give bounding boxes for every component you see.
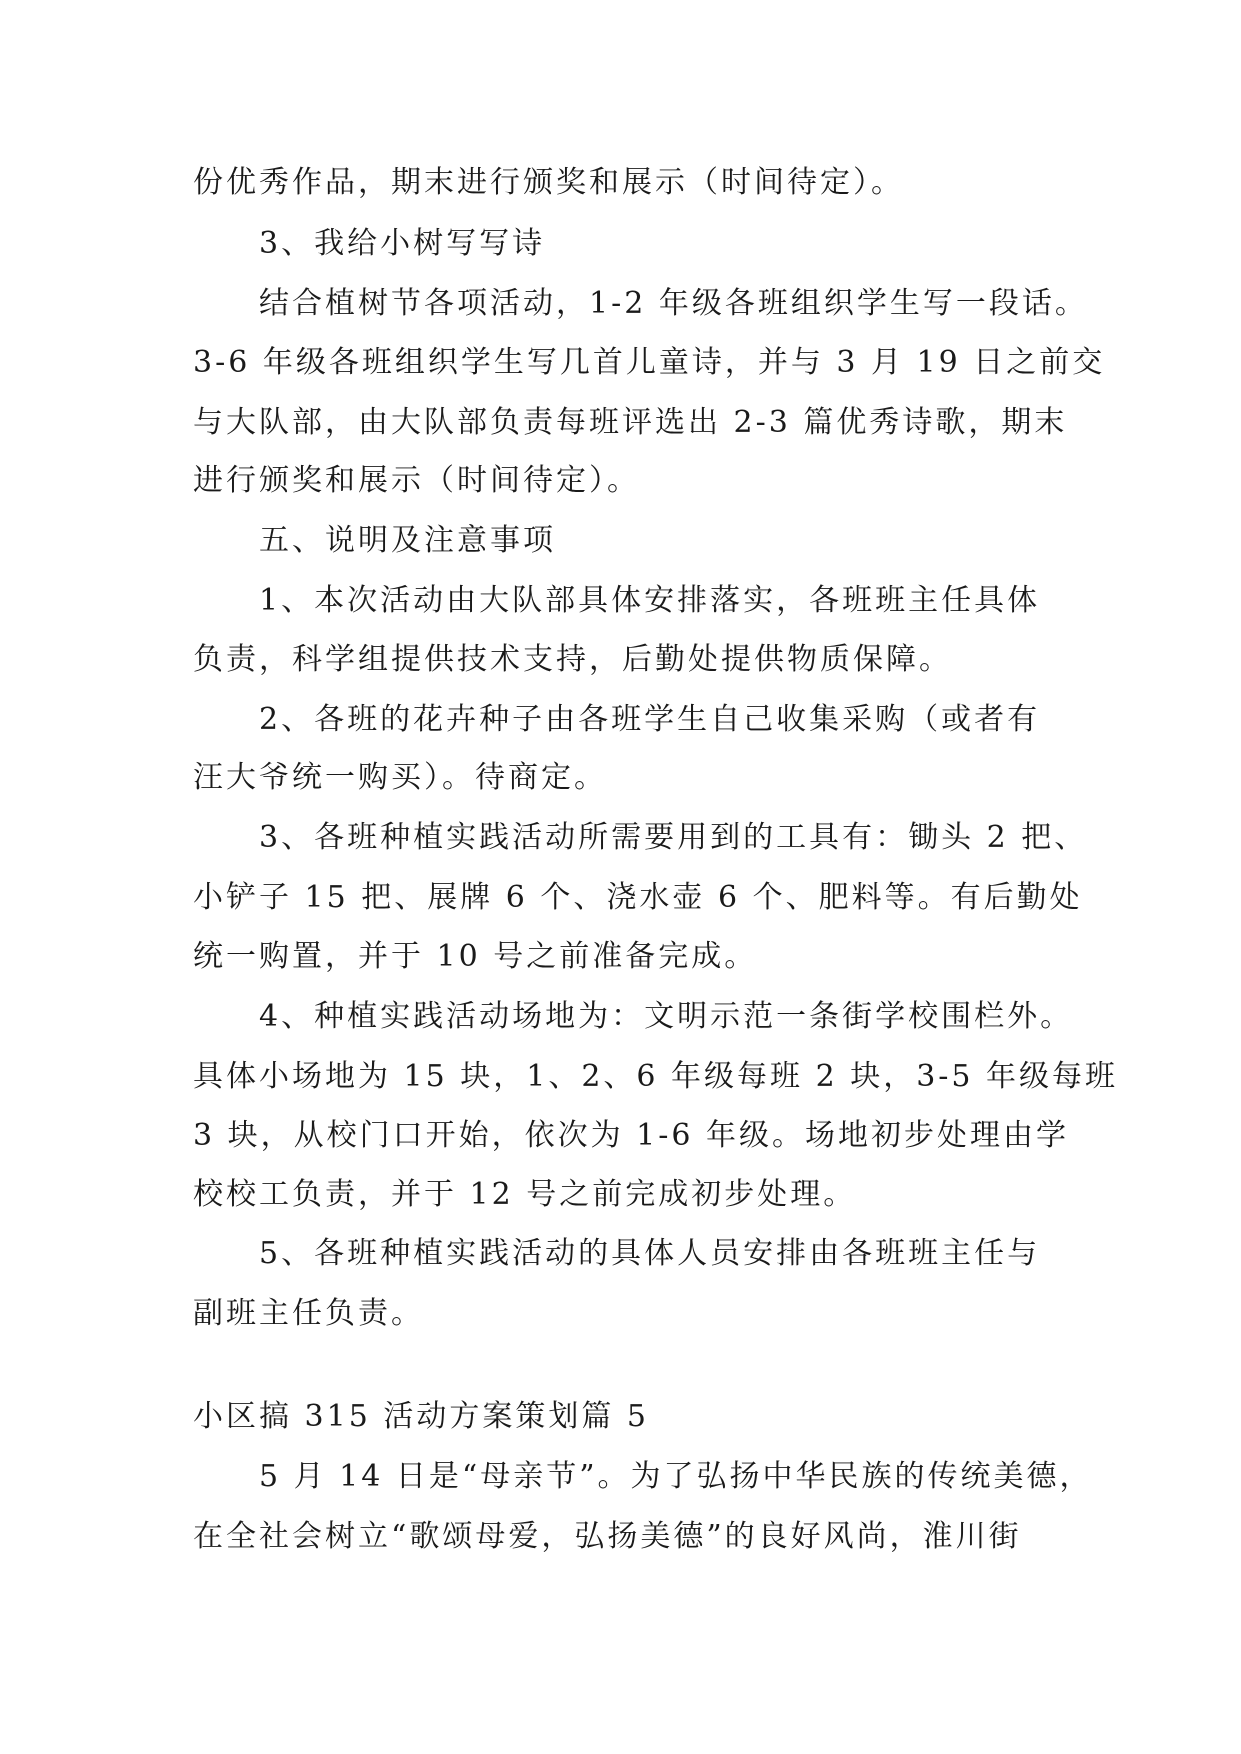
- text-line: 结合植树节各项活动，1-2 年级各班组织学生写一段话。: [259, 286, 1088, 321]
- text-line: 5、各班种植实践活动的具体人员安排由各班班主任与: [259, 1236, 1041, 1271]
- text-line: 3-6 年级各班组织学生写几首儿童诗，并与 3 月 19 日之前交: [193, 345, 1106, 380]
- text-line: 3 块，从校门口开始，依次为 1-6 年级。场地初步处理由学: [193, 1118, 1070, 1153]
- subsection-title: 3、我给小树写写诗: [259, 226, 546, 261]
- text-line: 进行颁奖和展示（时间待定）。: [193, 463, 640, 498]
- text-line: 小铲子 15 把、展牌 6 个、浇水壶 6 个、肥料等。有后勤处: [193, 880, 1083, 915]
- text-line: 与大队部，由大队部负责每班评选出 2-3 篇优秀诗歌，期末: [193, 405, 1068, 440]
- text-line: 具体小场地为 15 块，1、2、6 年级每班 2 块，3-5 年级每班: [193, 1059, 1119, 1094]
- text-line: 汪大爷统一购买）。待商定。: [193, 760, 607, 795]
- text-line: 4、种植实践活动场地为：文明示范一条街学校围栏外。: [259, 999, 1074, 1034]
- text-line: 在全社会树立“歌颂母爱，弘扬美德”的良好风尚，淮川街: [193, 1519, 1022, 1554]
- text-line: 负责，科学组提供技术支持，后勤处提供物质保障。: [193, 642, 952, 677]
- section-title: 五、说明及注意事项: [259, 523, 556, 558]
- text-line: 副班主任负责。: [193, 1296, 424, 1331]
- section-heading: 小区搞 315 活动方案策划篇 5: [193, 1399, 649, 1434]
- text-line: 3、各班种植实践活动所需要用到的工具有：锄头 2 把、: [259, 820, 1088, 855]
- text-line: 2、各班的花卉种子由各班学生自己收集采购（或者有: [259, 702, 1041, 737]
- text-line: 1、本次活动由大队部具体安排落实，各班班主任具体: [259, 583, 1041, 618]
- text-line: 份优秀作品，期末进行颁奖和展示（时间待定）。: [193, 165, 904, 200]
- text-line: 5 月 14 日是“母亲节”。为了弘扬中华民族的传统美德，: [259, 1459, 1093, 1494]
- text-line: 统一购置，并于 10 号之前准备完成。: [193, 939, 758, 974]
- text-line: 校校工负责，并于 12 号之前完成初步处理。: [193, 1177, 857, 1212]
